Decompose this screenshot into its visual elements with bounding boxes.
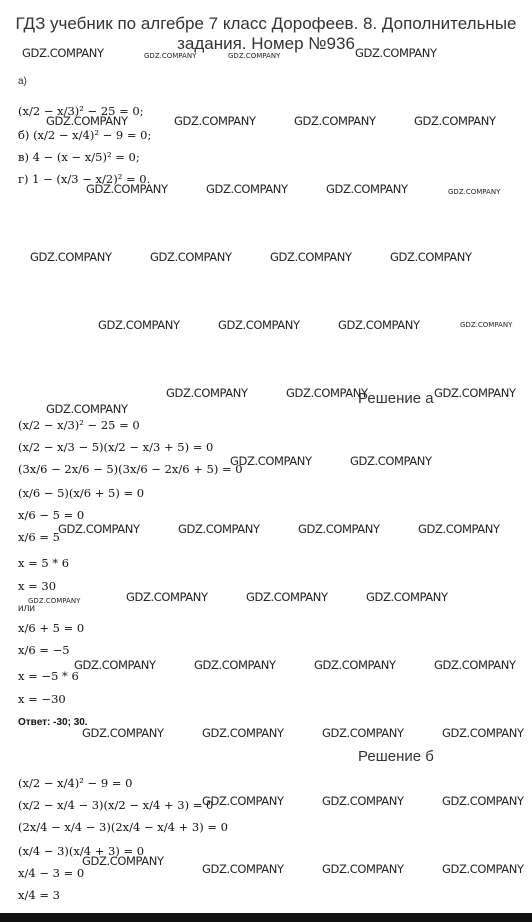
task-a: (x/2 − x/3)² − 25 = 0; bbox=[18, 104, 144, 118]
watermark: GDZ.COMPANY bbox=[322, 794, 404, 808]
solution-b-line: x/4 − 3 = 0 bbox=[18, 866, 85, 880]
watermark: GDZ.COMPANY bbox=[202, 794, 284, 808]
watermark: GDZ.COMPANY bbox=[28, 597, 81, 605]
task-d: г) 1 − (x/3 − x/2)² = 0. bbox=[18, 172, 151, 186]
watermark: GDZ.COMPANY bbox=[194, 658, 276, 672]
watermark: GDZ.COMPANY bbox=[294, 114, 376, 128]
watermark: GDZ.COMPANY bbox=[355, 46, 437, 60]
watermark: GDZ.COMPANY bbox=[228, 52, 281, 60]
watermark: GDZ.COMPANY bbox=[230, 454, 312, 468]
watermark: GDZ.COMPANY bbox=[434, 658, 516, 672]
watermark: GDZ.COMPANY bbox=[434, 386, 516, 400]
watermark: GDZ.COMPANY bbox=[58, 522, 140, 536]
watermark: GDZ.COMPANY bbox=[174, 114, 256, 128]
watermark: GDZ.COMPANY bbox=[46, 402, 128, 416]
watermark: GDZ.COMPANY bbox=[286, 386, 368, 400]
solution-b-heading: Решение б bbox=[358, 748, 434, 765]
watermark: GDZ.COMPANY bbox=[126, 590, 208, 604]
solution-a-answer: Ответ: -30; 30. bbox=[18, 717, 88, 728]
watermark: GDZ.COMPANY bbox=[322, 862, 404, 876]
task-c: в) 4 − (x − x/5)² = 0; bbox=[18, 150, 140, 164]
watermark: GDZ.COMPANY bbox=[86, 182, 168, 196]
task-b: б) (x/2 − x/4)² − 9 = 0; bbox=[18, 128, 152, 142]
bottom-bar bbox=[0, 913, 532, 922]
solution-b-line: (2x/4 − x/4 − 3)(2x/4 − x/4 + 3) = 0 bbox=[18, 820, 228, 834]
solution-a-line: x = 30 bbox=[18, 579, 57, 593]
watermark: GDZ.COMPANY bbox=[418, 522, 500, 536]
solution-a-line: x = 5 * 6 bbox=[18, 556, 70, 570]
watermark: GDZ.COMPANY bbox=[298, 522, 380, 536]
watermark: GDZ.COMPANY bbox=[218, 318, 300, 332]
watermark: GDZ.COMPANY bbox=[166, 386, 248, 400]
solution-a-line: x/6 + 5 = 0 bbox=[18, 621, 85, 635]
watermark: GDZ.COMPANY bbox=[144, 52, 197, 60]
solution-b-line: (x/2 − x/4)² − 9 = 0 bbox=[18, 776, 133, 790]
solution-a-line: x/6 = −5 bbox=[18, 643, 70, 657]
watermark: GDZ.COMPANY bbox=[314, 658, 396, 672]
watermark: GDZ.COMPANY bbox=[82, 854, 164, 868]
watermark: GDZ.COMPANY bbox=[442, 726, 524, 740]
watermark: GDZ.COMPANY bbox=[98, 318, 180, 332]
solution-a-or: или bbox=[18, 603, 36, 614]
solution-a-line: x = −5 * 6 bbox=[18, 669, 79, 683]
solution-a-heading: Решение а bbox=[358, 390, 434, 407]
solution-b-line: (x/2 − x/4 − 3)(x/2 − x/4 + 3) = 0 bbox=[18, 798, 214, 812]
solution-a-line: (x/2 − x/3)² − 25 = 0 bbox=[18, 418, 140, 432]
watermark: GDZ.COMPANY bbox=[326, 182, 408, 196]
solution-a-line: (3x/6 − 2x/6 − 5)(3x/6 − 2x/6 + 5) = 0 bbox=[18, 462, 243, 476]
watermark: GDZ.COMPANY bbox=[202, 726, 284, 740]
watermark: GDZ.COMPANY bbox=[178, 522, 260, 536]
solution-a-line: (x/6 − 5)(x/6 + 5) = 0 bbox=[18, 486, 145, 500]
solution-b-line: x/4 = 3 bbox=[18, 888, 60, 902]
solution-a-line: x/6 = 5 bbox=[18, 530, 60, 544]
solution-a-line: (x/2 − x/3 − 5)(x/2 − x/3 + 5) = 0 bbox=[18, 440, 214, 454]
watermark: GDZ.COMPANY bbox=[322, 726, 404, 740]
task-label-a: а) bbox=[18, 76, 27, 87]
solution-a-line: x/6 − 5 = 0 bbox=[18, 508, 85, 522]
watermark: GDZ.COMPANY bbox=[460, 321, 513, 329]
watermark: GDZ.COMPANY bbox=[202, 862, 284, 876]
solution-b-line: (x/4 − 3)(x/4 + 3) = 0 bbox=[18, 844, 145, 858]
watermark: GDZ.COMPANY bbox=[338, 318, 420, 332]
watermark: GDZ.COMPANY bbox=[246, 590, 328, 604]
watermark: GDZ.COMPANY bbox=[82, 726, 164, 740]
watermark: GDZ.COMPANY bbox=[442, 794, 524, 808]
watermark: GDZ.COMPANY bbox=[448, 188, 501, 196]
page-title: ГДЗ учебник по алгебре 7 класс Дорофеев. 8. Дополнительные задания. Номер №936 bbox=[15, 14, 517, 53]
watermark: GDZ.COMPANY bbox=[206, 182, 288, 196]
watermark: GDZ.COMPANY bbox=[30, 250, 112, 264]
watermark: GDZ.COMPANY bbox=[22, 46, 104, 60]
watermark: GDZ.COMPANY bbox=[150, 250, 232, 264]
solution-a-line: x = −30 bbox=[18, 692, 66, 706]
watermark: GDZ.COMPANY bbox=[74, 658, 156, 672]
watermark: GDZ.COMPANY bbox=[414, 114, 496, 128]
watermark: GDZ.COMPANY bbox=[46, 114, 128, 128]
watermark: GDZ.COMPANY bbox=[390, 250, 472, 264]
watermark: GDZ.COMPANY bbox=[442, 862, 524, 876]
watermark: GDZ.COMPANY bbox=[350, 454, 432, 468]
watermark: GDZ.COMPANY bbox=[270, 250, 352, 264]
watermark: GDZ.COMPANY bbox=[366, 590, 448, 604]
